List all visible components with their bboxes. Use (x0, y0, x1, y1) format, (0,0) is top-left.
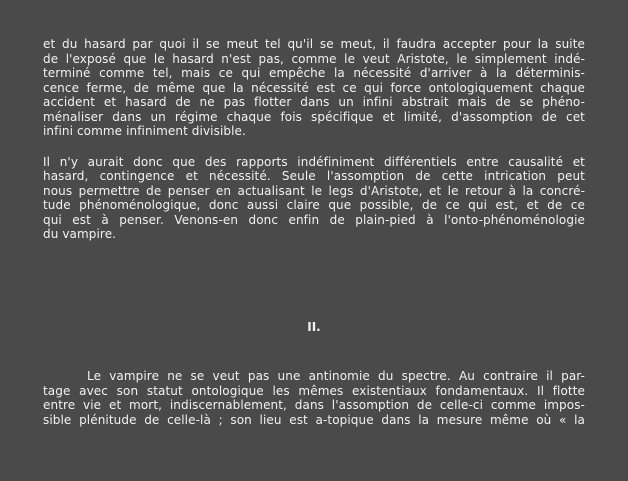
text-line: cence ferme, de même que la nécessité est ce qui force ontologiquement chaque (43, 80, 585, 95)
text-line: du vampire. (43, 227, 117, 241)
text-line: Le vampire ne se veut pas une antinomie du spectre. Au contraire il par- (87, 369, 585, 383)
text-line: sible plénitude de celle-là ; son lieu est a-topique dans la mesure même où « la (43, 412, 585, 427)
text-block (43, 37, 585, 242)
text-line: tage avec son statut ontologique les mêmes existentiaux fondamentaux. Il flotte (43, 383, 585, 398)
text-line: terminé comme tel, mais ce qui empêche la nécessité d'arriver à la déterminis- (43, 66, 585, 80)
paragraph-2 (43, 155, 585, 242)
paragraph-gap (43, 139, 585, 155)
text-line: ménaliser dans un régime chaque fois spécifique et limité, d'assomption de cet (43, 109, 585, 124)
text-line: nous permettre de penser en actualisant le legs d'Aristote, et le retour à la concré- (43, 183, 585, 198)
paragraph-1 (43, 37, 585, 139)
text-line: de l'exposé que le hasard n'est pas, comme le veut Aristote, le simplement indé- (43, 51, 585, 66)
section-heading: II. (307, 320, 321, 334)
text-line: accident et hasard de ne pas flotter dans un infini abstrait mais de se phéno- (43, 95, 585, 109)
text-line: tude phénoménologique, donc aussi claire que possible, de ce qui est, et de ce (43, 198, 585, 212)
text-line: qui est à penser. Venons-en donc enfin de plain-pied à l'onto-phénoménologie (43, 212, 585, 227)
text-line: et du hasard par quoi il se meut tel qu'il se meut, il faudra accepter pour la suite (43, 37, 585, 51)
text-line: infini comme infiniment divisible. (43, 124, 246, 138)
text-line: Il n'y aurait donc que des rapports indéfiniment différentiels entre causalité et (43, 154, 585, 169)
text-line: entre vie et mort, indiscernablement, dans l'assomption de celle-ci comme impos- (43, 398, 585, 412)
paragraph-3 (43, 369, 585, 427)
text-line: hasard, contingence et nécessité. Seule l'assomption de cette intrication peut (43, 169, 585, 183)
